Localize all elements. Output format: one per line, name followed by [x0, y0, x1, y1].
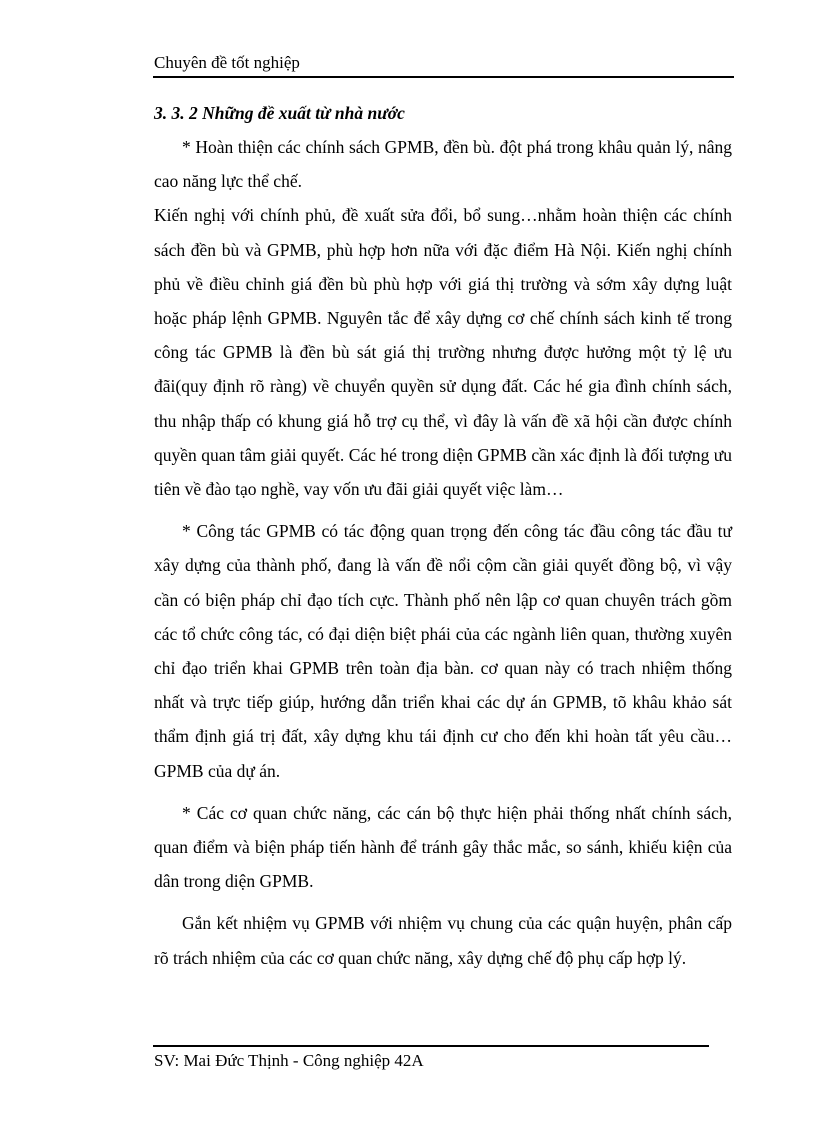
- page-header-title: Chuyên đề tốt nghiệp: [154, 53, 300, 72]
- footer-divider: [153, 1045, 709, 1047]
- document-body: [154, 96, 732, 975]
- page-footer-author: SV: Mai Đức Thịnh - Công nghiệp 42A: [154, 1051, 424, 1070]
- paragraph-3: * Công tác GPMB có tác động quan trọng đến công tác đầu công tác đầu tư xây dựng của thành phố, đang là vấn đề nổi cộm cần giải quyết đồng bộ, vì vậy cần có biện pháp chỉ đạo tích cực. Thành phố nên lập cơ quan chuyên trách gồm các tổ chức công tác, có đại diện biệt phái của các ngành liên quan, thường xuyên chỉ đạo triển khai GPMB trên toàn địa bàn. cơ quan này có trach nhiệm thống nhất và trực tiếp giúp, hướng dẫn triển khai các dự án GPMB, tõ khâu khảo sát thẩm định giá trị đất, xây dựng khu tái định cư cho đến khi hoàn tất yêu cầu…GPMB của dự án.: [154, 521, 732, 781]
- paragraph-2: Kiến nghị với chính phủ, đề xuất sửa đổi, bổ sung…nhằm hoàn thiện các chính sách đền bù và GPMB, phù hợp hơn nữa với đặc điểm Hà Nội. Kiến nghị chính phủ về điều chỉnh giá đền bù phù hợp với giá thị trường và sớm xây dựng luật hoặc pháp lệnh GPMB. Nguyên tắc để xây dựng cơ chế chính sách kinh tế trong công tác GPMB là đền bù sát giá thị trường nhưng được hưởng một tỷ lệ ưu đãi(quy định rõ ràng) về chuyển quyền sử dụng đất. Các hé gia đình chính sách, thu nhập thấp có khung giá hỗ trợ cụ thể, vì đây là vấn đề xã hội cần được chính quyền quan tâm giải quyết. Các hé trong diện GPMB cần xác định là đối tượng ưu tiên về đào tạo nghề, vay vốn ưu đãi giải quyết việc làm…: [154, 205, 732, 500]
- header-divider: [153, 76, 734, 78]
- section-heading: 3. 3. 2 Những đề xuất từ nhà nước: [154, 103, 405, 123]
- paragraph-5: Gắn kết nhiệm vụ GPMB với nhiệm vụ chung của các quận huyện, phân cấp rõ trách nhiệm của các cơ quan chức năng, xây dựng chế độ phụ cấp hợp lý.: [154, 913, 732, 968]
- paragraph-1: * Hoàn thiện các chính sách GPMB, đền bù. đột phá trong khâu quản lý, nâng cao năng lực thể chế.: [154, 137, 732, 192]
- paragraph-4: * Các cơ quan chức năng, các cán bộ thực hiện phải thống nhất chính sách, quan điểm và biện pháp tiến hành để tránh gây thắc mắc, so sánh, khiếu kiện của dân trong diện GPMB.: [154, 802, 732, 892]
